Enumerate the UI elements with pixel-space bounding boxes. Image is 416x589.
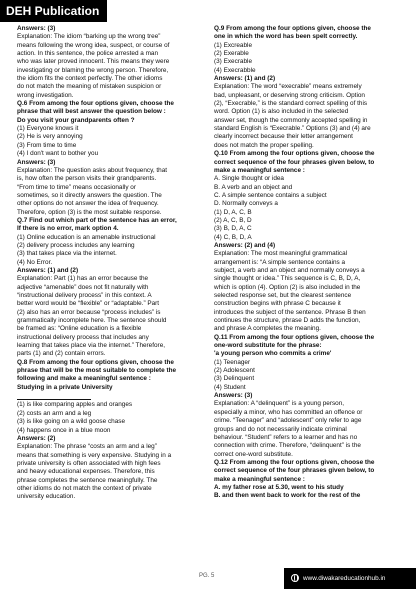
text-line: learning that takes place via the internet.” Therefore, — [17, 342, 166, 350]
text-line: Explanation: The question asks about frequency, that — [17, 166, 168, 174]
text-line: word. Option (1) is also included in the selected — [214, 108, 349, 116]
text-line: (2) delivery process includes any learning — [17, 241, 135, 249]
publication-title: DEH Publication — [0, 0, 107, 22]
text-line: B. A verb and an object and — [214, 183, 293, 191]
text-line: Answers: (2) — [17, 434, 56, 442]
text-line: connection with crime. Therefore, “delinquent” is the — [214, 442, 361, 450]
text-line: means that something is very expensive. Studying in a — [17, 451, 172, 459]
text-line: standard English is “Execrable.” Options (3) and (4) are — [214, 125, 371, 133]
right-column — [214, 25, 406, 501]
text-line: Do you visit your grandparents often ? — [17, 116, 135, 124]
text-line: (1) Online education is an amenable instructional — [17, 233, 156, 241]
answer-blank — [17, 392, 91, 400]
text-line: (4) No Error. — [17, 258, 53, 266]
text-line: 'a young person who commits a crime' — [214, 350, 332, 358]
text-line: (2), “Execrable,” is the standard correct spelling of this — [214, 100, 368, 108]
text-line: Answers: (3) — [214, 392, 253, 400]
text-line: and phrase A completes the meaning. — [214, 325, 321, 333]
text-line: subject, a verb and an object and normally conveys a — [214, 266, 365, 274]
text-line: grammatically incomplete here. The sentence should — [17, 317, 167, 325]
text-line: does not match the proper spelling. — [214, 141, 314, 149]
text-line: be framed as: “Online education is a flexible — [17, 325, 142, 333]
text-line: especially a minor, who has committed an offence or — [214, 408, 363, 416]
text-line: D. Normally conveys a — [214, 200, 278, 208]
text-line: “instructional delivery process” in this context. A — [17, 292, 152, 299]
text-line: Answers: (3) — [17, 158, 56, 166]
text-line: Studying in a private University — [17, 383, 113, 391]
text-line: (1) Excreable — [214, 41, 253, 49]
text-line: (3) Execrable — [214, 58, 253, 66]
text-line: action. In this sentence, the police arrested a man — [17, 50, 159, 58]
text-line: make a meaningful sentence : — [214, 475, 305, 483]
text-line: Answers: (3) — [17, 25, 56, 32]
text-line: Therefore, option (3) is the most suitable response. — [17, 208, 162, 216]
text-line: selected response set, but the clearest sentence — [214, 292, 352, 299]
text-line: (4) C, B, D, A — [214, 233, 252, 241]
text-line: (2) Adolescent — [214, 367, 255, 375]
text-line: (3) that takes place via the internet. — [17, 250, 117, 258]
text-line: (3) From time to time — [17, 141, 77, 149]
text-line: continues the structure, phrase D adds the function, — [214, 317, 361, 325]
text-line: Q.9 From among the four options given, choose the — [214, 25, 371, 32]
text-line: Q.7 Find out which part of the sentence has an error, — [17, 216, 177, 224]
text-line: Explanation: Part (1) has an error because the — [17, 275, 149, 283]
text-line: C. A simple sentence contains a subject — [214, 191, 327, 199]
text-line: bad, unpleasant, or deserving strong criticism. Option — [214, 91, 365, 99]
text-line: adjective “amenable” does not fit naturally with — [17, 283, 149, 291]
text-line: A. my father rose at 5.30, went to his study — [214, 483, 344, 491]
left-column — [17, 25, 209, 502]
text-line: investigating or blaming the wrong person. Therefore, — [17, 66, 169, 74]
text-line: Explanation: The idiom “barking up the wrong tree” — [17, 33, 161, 41]
text-line: Answers: (1) and (2) — [17, 266, 79, 274]
text-line: (2) also has an error because “process includes” is — [17, 308, 161, 316]
text-line: (2) costs an arm and a leg — [17, 409, 92, 417]
text-line: If there is no error, mark option 4. — [17, 225, 119, 233]
text-line: who was later proved innocent. This means they were — [17, 58, 170, 66]
text-line: one-word substitute for the phrase: — [214, 342, 322, 350]
text-line: (1) Teenager — [214, 358, 251, 366]
footer-bar — [284, 568, 416, 589]
text-line: introduces the subject of the sentence. Phrase B then — [214, 308, 366, 316]
text-line: phrase that will best answer the question below : — [17, 108, 166, 116]
text-line: (2) He is very annoying — [17, 133, 83, 141]
text-line: behaviour. “Student” refers to a learner and has no — [214, 433, 358, 441]
text-line: (4) Student — [214, 383, 246, 391]
text-line: Q.11 From among the four options given, choose the — [214, 333, 375, 341]
text-line: sometimes, so it directly answers the question. The — [17, 191, 162, 199]
text-line: construction begins with phrase C because it — [214, 300, 341, 308]
page-number: PG. 5 — [199, 573, 215, 579]
text-line: Q.10 From among the four options given, choose the — [214, 150, 375, 158]
text-line: Q.6 From among the four options given, choose the — [17, 100, 174, 108]
text-line: (4) happens once in a blue moon — [17, 426, 111, 434]
text-line: university education. — [17, 493, 76, 501]
text-line: other options do not answer the idea of frequency. — [17, 200, 159, 208]
text-line: better word would be “flexible” or “adaptable.” Part — [17, 300, 160, 308]
text-line: the idiom fits the context perfectly. The other idioms — [17, 75, 163, 83]
text-line: (3) Delinquent — [214, 375, 255, 383]
website-url: www.diwakareducationhub.in — [303, 575, 386, 582]
text-line: Q.12 From among the four options given, choose the — [214, 458, 375, 466]
text-line: parts (1) and (2) contain errors. — [17, 350, 106, 358]
text-line: private university is often associated with high fees — [17, 459, 161, 467]
text-line: crime. “Teenager” and “adolescent” only refer to age — [214, 417, 362, 425]
text-line: single thought or idea.” This sequence is C, B, D, A, — [214, 275, 361, 283]
text-line: phrase that will be the most suitable to complete the — [17, 367, 177, 375]
text-line: do not match the meaning of mistaken suspicion or — [17, 83, 162, 91]
text-line: following and make a meaningful sentence : — [17, 375, 151, 383]
text-line: (4) Execrabble — [214, 66, 256, 74]
text-line: is, how often the person visits their grandparents. — [17, 175, 157, 183]
text-line: B. and then went back to work for the rest of the — [214, 492, 361, 500]
text-line: (1) Everyone knows it — [17, 125, 79, 133]
text-line: Answers: (1) and (2) — [214, 75, 276, 83]
text-line: Explanation: A “delinquent” is a young person, — [214, 400, 345, 408]
text-line: which is option (4). Option (2) is also included in the — [214, 283, 361, 291]
text-line: A. Single thought or idea — [214, 175, 284, 183]
text-line: answer set, though the commonly accepted spelling in — [214, 116, 368, 124]
text-line: “From time to time” means occasionally or — [17, 183, 136, 191]
text-line: instructional delivery process that includes any — [17, 333, 149, 341]
text-line: make a meaningful sentence : — [214, 166, 305, 174]
text-line: Answers: (2) and (4) — [214, 241, 276, 249]
text-line: and heavy educational expenses. Therefore, this — [17, 468, 155, 476]
text-line: Explanation: The phrase “costs an arm and a leg” — [17, 443, 157, 451]
globe-icon — [291, 574, 299, 582]
text-line: other idioms do not match the context of private — [17, 484, 152, 492]
text-line: correct sequence of the four phrases given below, to — [214, 158, 375, 166]
text-line: one in which the word has been spelt correctly. — [214, 33, 358, 41]
text-line: groups and do not necessarily indicate criminal — [214, 425, 347, 433]
text-line: (3) is like going on a wild goose chase — [17, 418, 125, 426]
text-line: (3) B, D, A, C — [214, 225, 252, 233]
text-line: means following the wrong idea, suspect, or course of — [17, 41, 170, 49]
text-line: (2) A, C, B, D — [214, 216, 252, 224]
text-line: Explanation: The most meaningful grammatical — [214, 250, 348, 258]
text-line: Explanation: The word “execrable” means extremely — [214, 83, 362, 91]
text-line: clearly incorrect because their letter arrangement — [214, 133, 353, 141]
text-line: correct sequence of the four phrases given below, to — [214, 467, 375, 475]
text-line: correct one-word substitute. — [214, 450, 293, 458]
text-line: (4) I don't want to bother you — [17, 150, 99, 158]
text-line: arrangement is: “A simple sentence contains a — [214, 258, 346, 266]
text-line: (1) D, A, C, B — [214, 208, 252, 216]
text-line: (1) is like comparing apples and oranges — [17, 401, 133, 409]
text-line: phrase completes the sentence meaningfully. The — [17, 476, 158, 484]
text-line: (2) Exerable — [214, 50, 249, 58]
text-line: wrong investigation. — [17, 91, 74, 99]
text-line: Q.8 From among the four options given, choose the — [17, 358, 174, 366]
